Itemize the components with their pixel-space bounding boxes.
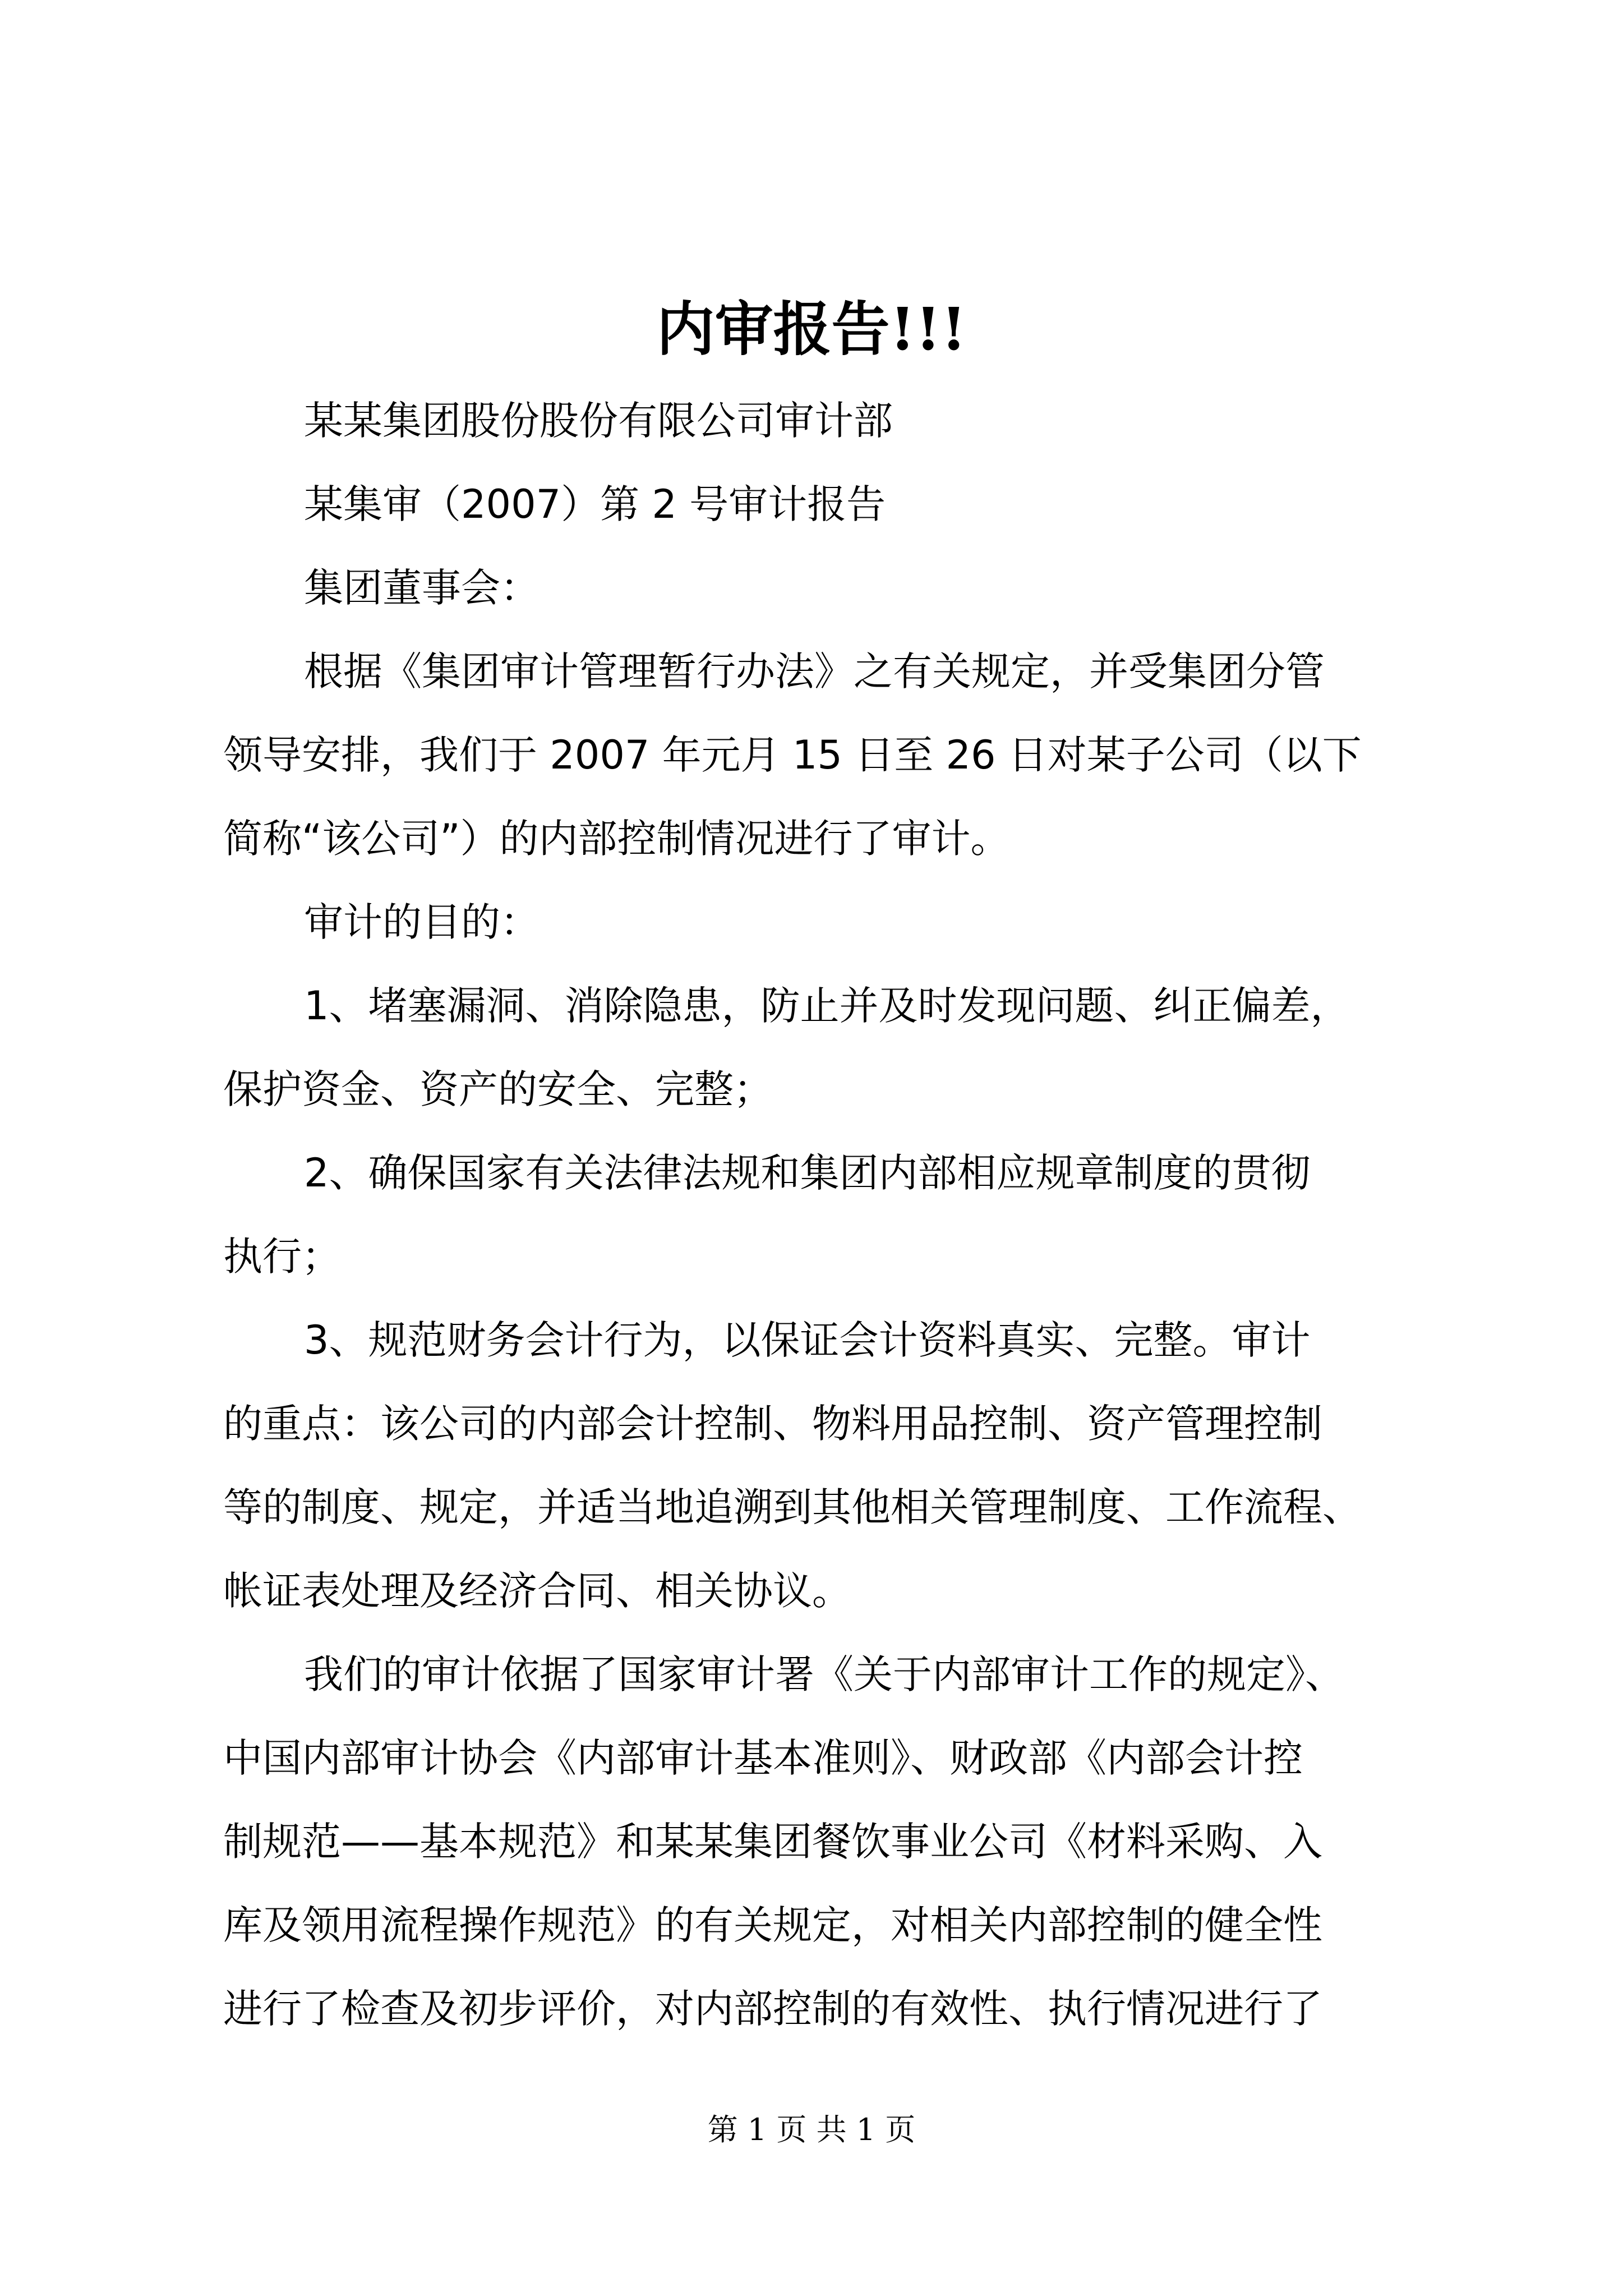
- report-number-line: 某集审（2007）第 2 号审计报告: [304, 481, 886, 527]
- list-item-line: 保护资金、资产的安全、完整；: [223, 1066, 773, 1112]
- list-item-line: 3、规范财务会计行为，以保证会计资料真实、完整。审计: [304, 1317, 1311, 1363]
- paragraph-line: 简称“该公司”）的内部控制情况进行了审计。: [223, 816, 1010, 862]
- paragraph-line: 领导安排，我们于 2007 年元月 15 日至 26 日对某子公司（以下: [223, 732, 1362, 778]
- issuer-line: 某某集团股份股份有限公司审计部: [304, 398, 893, 444]
- paragraph-line: 我们的审计依据了国家审计署《关于内部审计工作的规定》、: [304, 1651, 1344, 1697]
- list-item-line: 执行；: [223, 1234, 341, 1280]
- list-item-line: 2、确保国家有关法律法规和集团内部相应规章制度的贯彻: [304, 1150, 1311, 1196]
- paragraph-line: 等的制度、规定，并适当地追溯到其他相关管理制度、工作流程、: [223, 1484, 1362, 1530]
- paragraph-line: 进行了检查及初步评价，对内部控制的有效性、执行情况进行了: [223, 1986, 1322, 2032]
- section-heading-line: 审计的目的：: [304, 899, 540, 945]
- paragraph-line: 库及领用流程操作规范》的有关规定，对相关内部控制的健全性: [223, 1902, 1322, 1948]
- paragraph-line: 帐证表处理及经济合同、相关协议。: [223, 1568, 851, 1614]
- page-footer: 第 1 页 共 1 页: [707, 2112, 916, 2147]
- document-title: 内审报告!!!: [656, 295, 967, 364]
- paragraph-line: 中国内部审计协会《内部审计基本准则》、财政部《内部会计控: [223, 1735, 1303, 1781]
- paragraph-line: 的重点：该公司的内部会计控制、物料用品控制、资产管理控制: [223, 1401, 1322, 1447]
- paragraph-line: 制规范——基本规范》和某某集团餐饮事业公司《材料采购、入: [223, 1819, 1322, 1865]
- addressee-line: 集团董事会：: [304, 565, 540, 611]
- paragraph-line: 根据《集团审计管理暂行办法》之有关规定，并受集团分管: [304, 648, 1325, 694]
- list-item-line: 1、堵塞漏洞、消除隐患，防止并及时发现问题、纠正偏差，: [304, 983, 1350, 1029]
- document-body: [223, 379, 1441, 2051]
